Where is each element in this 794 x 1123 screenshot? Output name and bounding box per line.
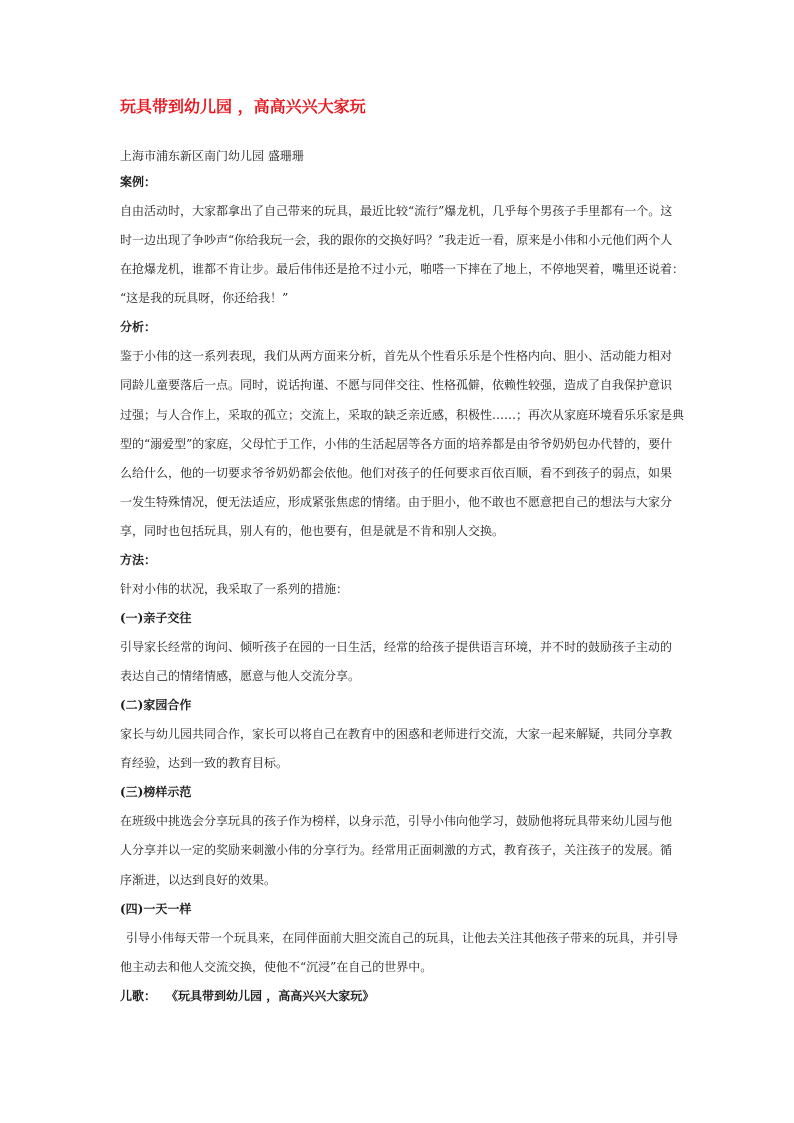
song-line (120, 982, 680, 1011)
method-item-line: 引导小伟每天带一个玩具来，在同伴面前大胆交流自己的玩具，让他去关注其他孩子带来的玩具，并引导 (126, 930, 679, 945)
method-item-line: 他主动去和他人交流交换，使他不“沉浸”在自己的世界中。 (120, 959, 433, 974)
case-line: “这是我的玩具呀，你还给我！” (120, 291, 289, 306)
method-item-heading: (一)亲子交往 (120, 610, 192, 625)
song-label: 儿歌： (120, 988, 157, 1003)
analysis-line: 过强；与人合作上，采取的孤立；交流上，采取的缺乏亲近感，积极性……；再次从家庭环境看乐乐家是典 (120, 407, 685, 422)
method-item-line: 引导家长经常的询问、倾听孩子在园的一日生活，经常的给孩子提供语言环境，并不时的鼓励孩子主动的 (120, 640, 673, 654)
method-intro: 针对小伟的状况，我采取了一系列的措施： (120, 581, 349, 596)
case-line: 在抢爆龙机，谁都不肯让步。最后伟伟还是抢不过小元，啪嗒一下摔在了地上，不停地哭着，嘴里还说着： (120, 262, 685, 277)
method-item-line: 家长与幼儿园共同合作，家长可以将自己在教育中的困惑和老师进行交流，大家一起来解疑，共同分享教 (120, 727, 673, 742)
method-item-line: 表达自己的情绪情感，愿意与他人交流分享。 (120, 669, 361, 684)
case-line: 自由活动时，大家都拿出了自己带来的玩具，最近比较“流行”爆龙机，几乎每个男孩子手里都有一个。这 (120, 204, 673, 219)
analysis-heading: 分析： (120, 320, 157, 335)
analysis-line: 同龄儿童要落后一点。同时，说话拘谨、不愿与同伴交往、性格孤僻，依赖性较强，造成了自我保护意识 (120, 378, 673, 393)
method-item-line: 人分享并以一定的奖励来刺激小伟的分享行为。经常用正面刺激的方式，教育孩子，关注孩子的发展。循 (120, 843, 673, 858)
song-title: 《玩具带到幼儿园 ，高高兴兴大家玩》 (166, 988, 375, 1003)
document-body (120, 168, 685, 1011)
method-item-line: 育经验，达到一致的教育目标。 (120, 756, 289, 771)
method-item-heading: (三)榜样示范 (120, 785, 192, 800)
case-heading: 案例： (120, 175, 157, 189)
method-heading: 方法： (120, 552, 157, 567)
method-item-line: 序渐进，以达到良好的效果。 (120, 872, 277, 887)
analysis-line: 一发生特殊情况，便无法适应，形成紧张焦虑的情绪。由于胆小，他不敢也不愿意把自己的想法与大家分 (120, 494, 673, 509)
author-line: 上海市浦东新区南门幼儿园 盛珊珊 (120, 149, 304, 163)
method-item-line: 在班级中挑选会分享玩具的孩子作为榜样，以身示范，引导小伟向他学习，鼓励他将玩具带来幼儿园与他 (120, 814, 673, 829)
analysis-line: 型的“溺爱型”的家庭，父母忙于工作，小伟的生活起居等各方面的培养都是由爷爷奶奶包办代替的，要什 (120, 436, 673, 451)
analysis-line: 享，同时也包括玩具，别人有的，他也要有，但是就是不肯和别人交换。 (120, 523, 505, 538)
method-item-heading: (二)家园合作 (120, 698, 192, 713)
analysis-line: 么给什么，他的一切要求爷爷奶奶都会依他。他们对孩子的任何要求百依百顺，看不到孩子的弱点，如果 (120, 465, 673, 480)
analysis-line: 鉴于小伟的这一系列表现，我们从两方面来分析，首先从个性看乐乐是个性格内向、胆小、活动能力相对 (120, 349, 673, 364)
page-title: 玩具带到幼儿园 ，高高兴兴大家玩 (120, 97, 366, 116)
case-line: 时一边出现了争吵声“你给我玩一会，我的跟你的交换好吗？”我走近一看，原来是小伟和小元他们两个人 (120, 233, 673, 248)
method-item-heading: (四)一天一样 (120, 901, 192, 916)
